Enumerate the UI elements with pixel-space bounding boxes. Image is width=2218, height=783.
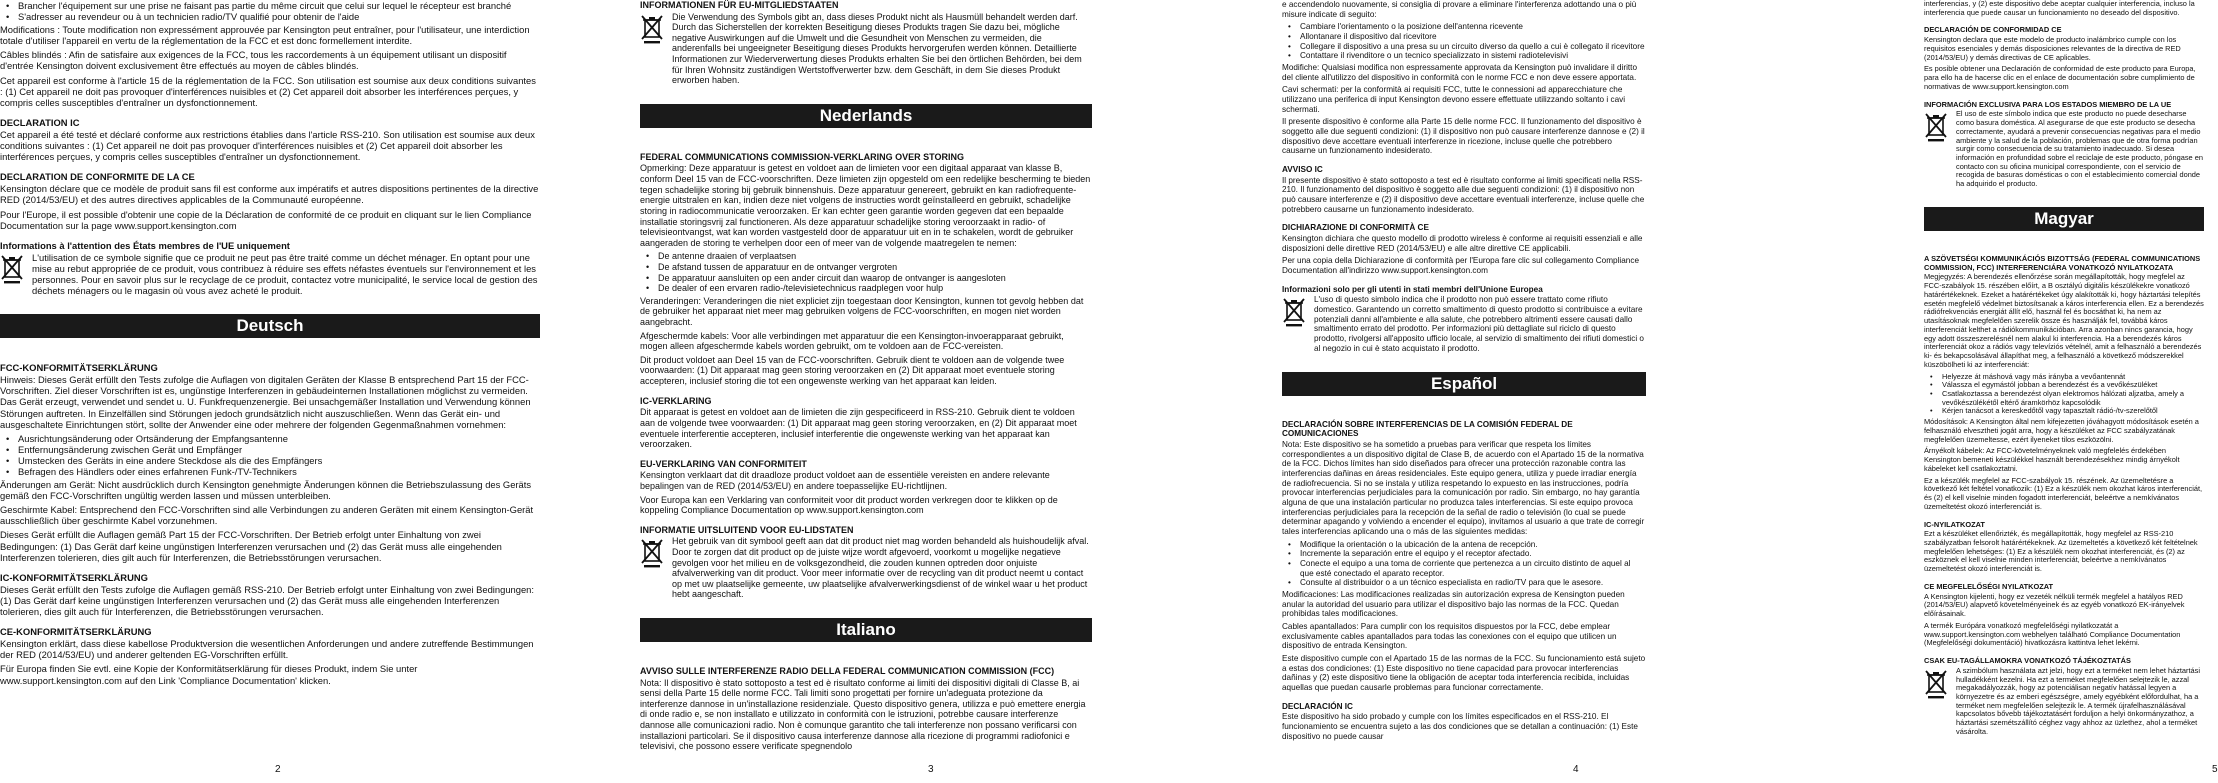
weee-notice xyxy=(1924,110,2204,189)
paragraph: Kensington declara que este modelo de producto inalámbrico cumple con los requisitos esenciales y demás disposiciones relevantes de la directiva de RED (2014/53/EU) y demás directivas de CE aplicables. xyxy=(1924,35,2181,62)
bullet-list xyxy=(0,0,540,22)
paragraph: Módosítások: A Kensington által nem kifejezetten jóváhagyott módosítások esetén a felhasználó elvesztheti jogát arra, hogy a készüléket az FCC szabályzatának megfelelően üzemeltesse, ezért ilyeneket tilos eszközölni. xyxy=(1924,417,2199,444)
list-item: • Consulte al distribuidor o a un técnico especialista en radio/TV para que le asesore. xyxy=(1282,578,1646,588)
bullet-list xyxy=(640,251,1092,293)
paragraph: Dit product voldoet aan Deel 15 van de FCC-voorschriften. Gebruik dient te voldoen aan de volgende twee voorwaarden: (1) Dit apparaat mag geen storing veroorzaken en (2) Dit apparaat moet eventuele storing accepteren, inclusief storing die tot een ongewenste werking van het apparaat kan leiden. xyxy=(640,354,1065,387)
page-2 xyxy=(0,0,545,783)
paragraph: Hinweis: Dieses Gerät erfüllt den Tests zufolge die Auflagen von digitalen Geräten der Klasse B entsprechend Part 15 der FCC-Vorschriften. Ziel dieser Vorschriften ist es, ungünstige Interferenzen in gebäudeinternen Installationen möglichst zu vermeiden. Das Gerät erzeugt, verwendet und sendet u. U. Funkfrequenzenergie. Bei unsachgemäßer Installation und Verwendung können Störungen auftreten. In Einzelfällen sind Störungen jedoch grundsätzlich nicht auszuschließen. Wenn das Gerät ein- und ausgeschaltete Einrichtungen stört, sollte der Anwender eine oder mehrere der folgenden Gegenmaßnahmen vornehmen: xyxy=(0,374,531,430)
section-heading: CE MEGFELELŐSÉGI NYILATKOZAT xyxy=(1924,581,2054,591)
page-number: 3 xyxy=(928,764,934,775)
paragraph: Afgeschermde kabels: Voor alle verbindingen met apparatuur die een Kensington-invoerapparaat gebruikt, mogen alleen afgeschermde kabels worden gebruikt, om te voldoen aan de FCC-vereisten. xyxy=(640,330,1064,352)
paragraph: Es posible obtener una Declaración de conformidad de este producto para Europa, para ello ha de hacerse clic en el enlace de documentación sobre cumplimiento de normativas de www.support.kensington.com xyxy=(1924,64,2196,91)
paragraph: Kensington verklaart dat dit draadloze product voldoet aan de essentiële vereisten en andere relevante bepalingen van de RED (2014/53/EU) en andere toepasselijke EU-richtlijnen. xyxy=(640,470,1050,491)
section-heading: AVVISO IC xyxy=(1282,165,1323,175)
list-item: • Incremente la separación entre el equipo y el receptor afectado. xyxy=(1282,549,1646,559)
paragraph: Modificaciones: Las modificaciones realizadas sin autorización expresa de Kensington pueden anular la autoridad del usuario para utilizar el dispositivo bajo las normas de la FCC. Quedan prohibidas tales modificaciones. xyxy=(1282,589,1625,619)
paragraph: Dieses Gerät erfüllt die Auflagen gemäß Part 15 der FCC-Vorschriften. Der Betrieb erfolgt unter Einhaltung von zwei Bedingungen: (1) Das Gerät darf keine ungünstigen Interferenzen verursachen und (2) das Gerät muss alle eingehenden Interferenzen tolerieren, dies gilt auch für Interferenzen, die Betriebsstörungen verursachen. xyxy=(0,529,502,563)
section-heading: DECLARACIÓN DE CONFORMIDAD CE xyxy=(1924,25,2062,35)
paragraph: Modifications : Toute modification non expressément approuvée par Kensington peut entraîner, pour l'utilisateur, une interdiction totale d'utiliser l'appareil en vertu de la réglementation de la FCC et est donc formellement interdite. xyxy=(0,24,530,47)
weee-notice xyxy=(1924,667,2204,737)
weee-crossed-bin-icon xyxy=(1924,669,1948,699)
paragraph: Änderungen am Gerät: Nicht ausdrücklich durch Kensington genehmigte Änderungen können die Betriebszulassung des Geräts gemäß den FCC-Vorschriften ungültig werden lassen und müssen unterbleiben. xyxy=(0,479,532,502)
paragraph: Il presente dispositivo è conforme alla Parte 15 delle norme FCC. Il funzionamento del dispositivo è soggetto alle due seguenti condizioni: (1) il dispositivo non può causare interferenze dannose e (2) il dispositivo deve accettare eventuali interferenze in ricezione, incluse quelle che potrebbero causarne un funzionamento indesiderato. xyxy=(1282,117,1645,156)
bullet-list xyxy=(1282,540,1646,588)
paragraph: Câbles blindés : Afin de satisfaire aux exigences de la FCC, tous les raccordements à un équipement utilisant un dispositif d'entrée Kensington doivent exclusivement être effectués au moyen de câbles blindés. xyxy=(0,49,507,72)
paragraph: Cet appareil est conforme à l'article 15 de la réglementation de la FCC. Son utilisation est soumise aux deux conditions suivantes : (1) Cet appareil ne doit pas provoquer d'interférences nuisibles et (2) Cet appareil doit absorber les interférences perçues, y compris celles susceptibles d'entraîner un dysfonctionnement. xyxy=(0,74,536,108)
weee-crossed-bin-icon xyxy=(0,254,24,284)
paragraph: Megjegyzés: A berendezés ellenőrzése során megállapították, hogy megfelel az FCC-szabályok 15. részében előírt, a B osztályú digitális készülékekre vonatkozó határértékeknek. Ezeket a határértékeket úgy alakították ki, hogy háztartási telepítés esetén megfelelő védelmet biztosítsanak a káros interferencia ellen. Ez a berendezés rádiófrekvenciás energiát állít elő, használ fel és bocsáthat ki, ha nem az utasításoknak megfelelően szerelik össze és használják fel, továbbá káros interferenciát kelthet a rádiókommunikációban. Arra azonban nincs garancia, hogy egy adott összeszerelésnél nem alakul ki interferencia. Ha a berendezés káros interferenciát okoz a rádiós vagy televíziós vételnél, amit a felhasználó a berendezés ki- és bekapcsolásával állapíthat meg, a felhasználó a következő módszerekkel küszöbölheti ki az interferenciát: xyxy=(1924,272,2204,369)
paragraph: Kensington erklärt, dass diese kabellose Produktversion die wesentlichen Anforderungen und andere zutreffende Bestimmungen der RED (2014/53/EU) und anderer geltenden EG-Vorschriften erfüllt. xyxy=(0,638,534,661)
weee-crossed-bin-icon xyxy=(1282,297,1306,327)
section-heading: A SZÖVETSÉGI KOMMUNIKÁCIÓS BIZOTTSÁG (FEDERAL COMMUNICATIONS COMMISSION, FCC) INTERFERENCIÁRA VONATKOZÓ NYILATKOZATA xyxy=(1924,253,2201,272)
paragraph: Kensington déclare que ce modèle de produit sans fil est conforme aux impératifs et autres dispositions pertinentes de la directive RED (2014/53/EU) et des autres directives applicables de la Communauté européenne. xyxy=(0,183,539,206)
weee-notice xyxy=(640,12,1092,86)
paragraph: Für Europa finden Sie evtl. eine Kopie der Konformitätserklärung für dieses Produkt, indem Sie unter www.support.kensington.com auf den Link 'Compliance Documentation' klicken. xyxy=(0,663,418,686)
section-heading: IC-KONFORMITÄTSERKLÄRUNG xyxy=(0,571,148,583)
paragraph: Cavi schermati: per la conformità ai requisiti FCC, tutte le connessioni ad apparecchiature che utilizzano una periferica di input Kensington devono essere effettuate utilizzando soltanto i cavi schermati. xyxy=(1282,85,1626,114)
paragraph: Per una copia della Dichiarazione di conformità per l'Europa fare clic sul collegamento Compliance Documentation all'indirizzo www.support.kensington.com xyxy=(1282,256,1639,276)
page-number: 4 xyxy=(1573,764,1579,775)
list-item: • Helyezze át máshová vagy más irányba a vevőantennát xyxy=(1924,373,2204,382)
section-heading: IC-NYILATKOZAT xyxy=(1924,519,1985,529)
section-heading: DICHIARAZIONE DI CONFORMITÀ CE xyxy=(1282,223,1429,233)
weee-notice xyxy=(640,536,1092,600)
section-heading: Informations à l'attention des États membres de l'UE uniquement xyxy=(0,239,290,251)
list-item: • Ausrichtungsänderung oder Ortsänderung der Empfangsantenne xyxy=(0,433,540,444)
paragraph: e accendendolo nuovamente, si consiglia di provare a eliminare l'interferenza adottando una o più misure indicate di seguito: xyxy=(1282,0,1637,19)
list-item: • De dealer of een ervaren radio-/televisietechnicus raadplegen voor hulp xyxy=(640,283,1092,294)
language-banner: Magyar xyxy=(1924,207,2204,231)
section-heading: INFORMATIONEN FÜR EU-MITGLIEDSTAATEN xyxy=(640,0,839,10)
list-item: • Modifique la orientación o la ubicación de la antena de recepción. xyxy=(1282,540,1646,550)
paragraph: Este dispositivo cumple con el Apartado 15 de las normas de la FCC. Su funcionamiento está sujeto a estas dos condiciones: (1) Este dispositivo no tiene capacidad para provocar interferencias dañinas y (2) este dispositivo tiene la obligación de aceptar toda interferencia recibida, incluidas aquellas que puedan causarle problemas para funcionar correctamente. xyxy=(1282,653,1646,692)
list-item: • Allontanare il dispositivo dal ricevitore xyxy=(1282,32,1646,42)
paragraph: A Kensington kijelenti, hogy ez vezeték nélküli termék megfelel a hatályos RED (2014/53/EU) alapvető követelményeinek és az egyéb vonatkozó EK-irányelvek előírásainak. xyxy=(1924,591,2185,619)
paragraph: A termék Európára vonatkozó megfelelőségi nyilatkozatát a www.support.kensington.com webhelyen található Compliance Documentation (Megfelelőségi dokumentáció) hivatkozásra kattintva lehet lekérni. xyxy=(1924,620,2181,648)
weee-text: El uso de este símbolo indica que este producto no puede desecharse como basura doméstica. Al asegurarse de que este producto se desecha correctamente, ayudará a prevenir consecuencias negativas para el medio ambiente y la salud de la población, problemas que de otra forma podrían surgir como consecuencia de su tratamiento inadecuado. Si desea información en profundidad sobre el reciclaje de este producto, póngase en contacto con su oficina municipal correspondiente, con el servicio de recogida de basuras domésticas o con el establecimiento comercial donde ha adquirido el producto. xyxy=(1956,109,2203,189)
paragraph: Kensington dichiara che questo modello di prodotto wireless è conforme ai requisiti essenziali e alle disposizioni delle direttive RED (2014/53/EU) e alle altre direttive CE applicabili. xyxy=(1282,234,1643,253)
list-item: • De afstand tussen de apparatuur en de ontvanger vergroten xyxy=(640,262,1092,273)
bullet-list xyxy=(1282,22,1646,61)
section-heading: INFORMACIÓN EXCLUSIVA PARA LOS ESTADOS MIEMBRO DE LA UE xyxy=(1924,99,2172,109)
paragraph: Ezt a készüléket ellenőrizték, és megállapították, hogy megfelel az RSS-210 szabályzatban felsorolt határértékeknek. Az üzemeltetés a következő két feltételnek megfelelően lehetséges: (1) Ez a készülék nem okozhat interferenciát, és (2) az eszköznek el kell viselnie minden interferenciát, beleértve a nemkívánatos üzemeltetést okozó interferenciát is. xyxy=(1924,529,2198,574)
list-item: • Válassza el egymástól jobban a berendezést és a vevőkészüléket xyxy=(1924,381,2204,390)
section-heading: EU-VERKLARING VAN CONFORMITEIT xyxy=(640,458,807,469)
page-5-column xyxy=(1924,0,2204,760)
paragraph: Nota: Este dispositivo se ha sometido a pruebas para verificar que respeta los límites correspondientes a un dispositivo digital de Clase B, de acuerdo con el Apartado 15 de la normativa de la FCC. Dichos límites han sido diseñados para ofrecer una protección razonable contra las interferencias dañinas en áreas residenciales. Este equipo genera, utiliza y puede irradiar energía de radiofrecuencia. Si no se instala y utiliza respetando lo expuesto en las instrucciones, podría provocar interferencias perjudiciales para la comunicación por radio. Sin embargo, no hay garantía alguna de que una instalación particular no produzca tales interferencias. Si este equipo provoca interferencias perjudiciales para la recepción de la señal de radio o televisión (lo cual se puede determinar apagando y volviendo a encender el equipo), invitamos al usuario a que trate de corregir tales interferencias aplicando una o más de las siguientes medidas: xyxy=(1282,439,1645,536)
weee-crossed-bin-icon xyxy=(640,14,664,44)
section-heading: Informazioni solo per gli utenti in stati membri dell'Unione Europea xyxy=(1282,284,1543,294)
paragraph: Nota: Il dispositivo è stato sottoposto a test ed è risultato conforme ai limiti dei dispositivi digitali di Classe B, ai sensi della Parte 15 delle norme FCC. Tali limiti sono progettati per fornire un'adeguata protezione da interferenze dannose in un'installazione residenziale. Questo dispositivo genera, utilizza e può emettere energia di onde radio e, se non installato e utilizzato in conformità con le istruzioni, potrebbe causare interferenze dannose alle comunicazioni radio. Non è comunque garantito che tali interferenze non possano verificarsi con installazioni particolari. Se il dispositivo causa interferenze dannose alla ricezione di programmi radiofonici e televisivi, che possono essere verificate spegnendolo xyxy=(640,677,1086,752)
page-number: 2 xyxy=(275,764,281,775)
list-item: • Csatlakoztassa a berendezést olyan elektromos hálózati aljzatba, amely a vevőkészülékétől eltérő áramkörhöz kapcsolódik xyxy=(1924,390,2204,407)
section-heading: DECLARATION DE CONFORMITE DE LA CE xyxy=(0,171,195,183)
paragraph: Ez a készülék megfelel az FCC-szabályok 15. részének. Az üzemeltetésre a következő két feltétel vonatkozik: (1) Ez a készülék nem okozhat káros interferenciát, és (2) el kell viselnie minden fogadott interferenciát, beleértve a nemkívánatos üzemeltetést okozó interferenciát is. xyxy=(1924,475,2203,511)
list-item: • Conecte el equipo a una toma de corriente que pertenezca a un circuito distinto de aquel al que esté conectado el aparato receptor. xyxy=(1282,559,1646,578)
paragraph: Este dispositivo ha sido probado y cumple con los límites especificados en el RSS-210. El funcionamiento se encuentra sujeto a las dos condiciones que se detallan a continuación: (1) Este dispositivo no puede causar xyxy=(1282,712,1638,741)
list-item: • De apparatuur aansluiten op een ander circuit dan waarop de ontvanger is aangesloten xyxy=(640,273,1092,284)
paragraph: Geschirmte Kabel: Entsprechend den FCC-Vorschriften sind alle Verbindungen zu anderen Geräten mit einem Kensington-Gerät ausschließlich über geschirmte Kabel vorzunehmen. xyxy=(0,504,534,527)
list-item: • Umstecken des Geräts in eine andere Steckdose als die des Empfängers xyxy=(0,455,540,466)
section-heading: IC-VERKLARING xyxy=(640,395,712,406)
paragraph: Pour l'Europe, il est possible d'obtenir une copie de la Déclaration de conformité de ce produit en cliquant sur le lien Compliance Documentation sur la page www.support.kensington.com xyxy=(0,208,532,231)
list-item: • Kérjen tanácsot a kereskedőtől vagy tapasztalt rádió-/tv-szerelőtől xyxy=(1924,407,2204,416)
page-5 xyxy=(1639,0,2218,783)
paragraph: Dieses Gerät erfüllt den Tests zufolge die Auflagen gemäß RSS-210. Der Betrieb erfolgt unter Einhaltung von zwei Bedingungen: (1) Das Gerät darf keine ungünstigen Interferenzen verursachen und (2) das Gerät muss alle eingehenden Interferenzen tolerieren, dies gilt auch für Interferenzen, die Betriebsstörungen verursachen. xyxy=(0,583,534,618)
paragraph: Dit apparaat is getest en voldoet aan de limieten die zijn gespecificeerd in RSS-210. Gebruik dient te voldoen aan de volgende twee voorwaarden: (1) Dit apparaat mag geen storing veroorzaken, en (2) Dit apparaat moet eventuele interferentie accepteren, inclusief interferentie die ongewenste werking van het apparaat kan veroorzaken. xyxy=(640,407,1077,450)
section-heading: DECLARACIÓN SOBRE INTERFERENCIAS DE LA COMISIÓN FEDERAL DE COMUNICACIONES xyxy=(1282,419,1573,439)
list-item: • Befragen des Händlers oder eines erfahrenen Funk-/TV-Technikers xyxy=(0,466,540,477)
section-heading: INFORMATIE UITSLUITEND VOOR EU-LIDSTATEN xyxy=(640,524,854,535)
paragraph: Árnyékolt kábelek: Az FCC-követelményeknek való megfelelés érdekében Kensington bemeneti készülékkel használt berendezésekhez mindig árnyékolt kábeleket kell csatlakoztatni. xyxy=(1924,446,2180,473)
list-item: • De antenne draaien of verplaatsen xyxy=(640,251,1092,262)
weee-crossed-bin-icon xyxy=(1924,112,1948,142)
weee-text: L'uso di questo simbolo indica che il prodotto non può essere trattato come rifiuto domestico. Garantendo un corretto smaltimento di questo prodotto si contribuisce a evitare potenziali danni all'ambiente e alla salute, che potrebbero altrimenti essere causati dallo smaltimento errato del prodotto. Per informazioni più dettagliate sul riciclo di questo prodotto, rivolgersi all'apposito ufficio locale, al servizio di smaltimento dei rifiuti domestici o al negozio in cui è stato acquistato il prodotto. xyxy=(1314,295,1644,353)
paragraph: Cet appareil a été testé et déclaré conforme aux restrictions établies dans l'article RSS-210. Son utilisation est soumise aux deux conditions suivantes : (1) Cet appareil ne doit pas provoquer d'interférences nuisibles et (2) Cet appareil doit absorber les interférences perçues, y compris celles susceptibles d'entraîner un dysfonctionnement. xyxy=(0,128,535,163)
page-4-column xyxy=(1282,0,1646,760)
list-item: • Collegare il dispositivo a una presa su un circuito diverso da quello a cui è collegato il ricevitore xyxy=(1282,42,1646,52)
paragraph: Modifiche: Qualsiasi modifica non espressamente approvata da Kensington può invalidare il diritto del cliente all'utilizzo del dispositivo in conformità con le norme FCC e non deve essere apportata. xyxy=(1282,63,1637,82)
paragraph: Opmerking: Deze apparatuur is getest en voldoet aan de limieten voor een digitaal apparaat van klasse B, conform Deel 15 van de FCC-voorschriften. Deze limieten zijn opgesteld om een redelijke bescherming te bieden tegen schadelijke storing bij gebruik binnenshuis. Deze apparatuur genereert, gebruikt en kan radiofrequente-energie uitstralen en kan, indien deze niet volgens de instructies wordt geïnstalleerd en gebruikt, schadelijke storing in radiocommunicatie veroorzaken. Er kan echter geen garantie worden gegeven dat een bepaalde installatie storingsvrij zal functioneren. Als deze apparatuur schadelijke storing veroorzaakt in radio- of televisieontvangst, wat kan worden vastgesteld door de apparatuur uit en in te schakelen, wordt de gebruiker aangeraden de storing te verhelpen door een of meer van de volgende maatregelen te nemen: xyxy=(640,163,1091,248)
page-2-column xyxy=(0,0,540,760)
language-banner: Español xyxy=(1282,372,1646,396)
weee-text: Die Verwendung des Symbols gibt an, dass dieses Produkt nicht als Hausmüll behandelt werden darf. Durch das Sicherstellen der korrekten Beseitigung dieses Produkts tragen Sie dazu bei, mögliche negative Auswirkungen auf die Umwelt und die Gesundheit von Menschen zu vermeiden, die anderenfalls bei ungeeigneter Beseitigung dieses Produkts hervorgerufen werden können. Detaillierte Informationen zur Wiederverwertung dieses Produkts erhalten Sie bei den örtlichen Behörden, bei dem für Ihren Wohnsitz zuständigen Wertstoffverwerter bzw. dem Geschäft, in dem Sie dieses Produkt erworben haben. xyxy=(672,11,1082,86)
language-banner: Nederlands xyxy=(640,104,1092,128)
section-heading: CSAK EU-TAGÁLLAMOKRA VONATKOZÓ TÁJÉKOZTATÁS xyxy=(1924,656,2131,666)
paragraph: Il presente dispositivo è stato sottoposto a test ed è risultato conforme ai limiti specificati nella RSS-210. Il funzionamento del dispositivo è soggetto alle due seguenti condizioni: (1) il dispositivo non può causare interferenze e (2) il dispositivo deve accettare eventuali interferenze, incluse quelle che potrebbero causarne un funzionamento indesiderato. xyxy=(1282,175,1645,214)
page-3 xyxy=(545,0,1093,783)
section-heading: DECLARATION IC xyxy=(0,116,80,128)
list-item: • Contattare il rivenditore o un tecnico specializzato in sistemi radiotelevisivi xyxy=(1282,51,1646,61)
paragraph: Veranderingen: Veranderingen die niet expliciet zijn toegestaan door Kensington, kunnen tot gevolg hebben dat de gebruiker het apparaat niet meer mag gebruiken volgens de FCC-voorschriften, en mogen niet worden aangebracht. xyxy=(640,295,1084,328)
weee-text: L'utilisation de ce symbole signifie que ce produit ne peut pas être traité comme un déchet ménager. En optant pour une mise au rebut appropriée de ce produit, vous contribuez à réduire ses effets néfastes éventuels sur l'environnement et les personnes. Pour en savoir plus sur le recyclage de ce produit, contactez votre municipalité, le service local de gestion des déchets ménagers ou le magasin où vous avez acheté le produit. xyxy=(32,251,538,297)
paragraph: Voor Europa kan een Verklaring van conformiteit voor dit product worden verkregen door te klikken op de koppeling Compliance Documentation op www.support.kensington.com xyxy=(640,494,1058,516)
section-heading: AVVISO SULLE INTERFERENZE RADIO DELLA FEDERAL COMMUNICATION COMMISSION (FCC) xyxy=(640,666,1055,677)
bullet-list xyxy=(1924,373,2204,417)
weee-notice xyxy=(0,252,540,296)
page-3-column xyxy=(640,0,1092,760)
language-banner: Deutsch xyxy=(0,314,540,338)
section-heading: CE-KONFORMITÄTSERKLÄRUNG xyxy=(0,626,152,638)
weee-text: Het gebruik van dit symbool geeft aan dat dit product niet mag worden behandeld als huishoudelijk afval. Door te zorgen dat dit product op de juiste wijze wordt afgevoerd, voorkomt u mogelijke negatieve gevolgen voor het milieu en de volksgezondheid, die zouden kunnen optreden door onjuiste afvalverwerking van dit product. Voor meer informatie over de recycling van dit product neemt u contact op met uw plaatselijke gemeente, uw plaatselijke afvalverwerkingsdienst of de winkel waar u het product hebt aangeschaft. xyxy=(672,536,1089,600)
paragraph: Cables apantallados: Para cumplir con los requisitos dispuestos por la FCC, debe emplear exclusivamente cables apantallados para todas las conexiones con el equipo que utilicen un dispositivo de entrada Kensington. xyxy=(1282,621,1617,651)
list-item: • Cambiare l'orientamento o la posizione dell'antenna ricevente xyxy=(1282,22,1646,32)
list-item: • Entfernungsänderung zwischen Gerät und Empfänger xyxy=(0,444,540,455)
weee-crossed-bin-icon xyxy=(640,538,664,568)
section-heading: FEDERAL COMMUNICATIONS COMMISSION-VERKLARING OVER STORING xyxy=(640,151,965,162)
page-number: 5 xyxy=(2212,764,2218,775)
list-item: • Brancher l'équipement sur une prise ne faisant pas partie du même circuit que celui sur lequel le récepteur est branché xyxy=(0,0,540,11)
section-heading: DECLARACIÓN IC xyxy=(1282,701,1353,711)
bullet-list xyxy=(0,433,540,477)
paragraph: interferencias, y (2) este dispositivo debe aceptar cualquier interferencia, incluso la interferencia que puede causar un funcionamiento no deseado del dispositivo. xyxy=(1924,0,2195,17)
language-banner: Italiano xyxy=(640,618,1092,642)
weee-notice xyxy=(1282,295,1646,353)
section-heading: FCC-KONFORMITÄTSERKLÄRUNG xyxy=(0,362,158,374)
page-4 xyxy=(1093,0,1646,783)
list-item: • S'adresser au revendeur ou à un technicien radio/TV qualifié pour obtenir de l'aide xyxy=(0,11,540,22)
weee-text: A szimbólum használata azt jelzi, hogy ezt a terméket nem lehet háztartási hulladékként kezelni. Ha ezt a terméket megfelelően selejtezik le, azzal megakadályozzák, hogy az potenciálisan negatív hatással legyen a környezetre és az emberi egészségre, amely egyébként előfordulhat, ha a terméket nem megfelelően selejtezik le. A termék újrafelhasználásával kapcsolatos bővebb tájékoztatásért forduljon a helyi önkormányzathoz, a háztartási szemétszállító céghez vagy ahhoz az üzlethez, ahol a terméket vásárolta. xyxy=(1956,665,2201,736)
